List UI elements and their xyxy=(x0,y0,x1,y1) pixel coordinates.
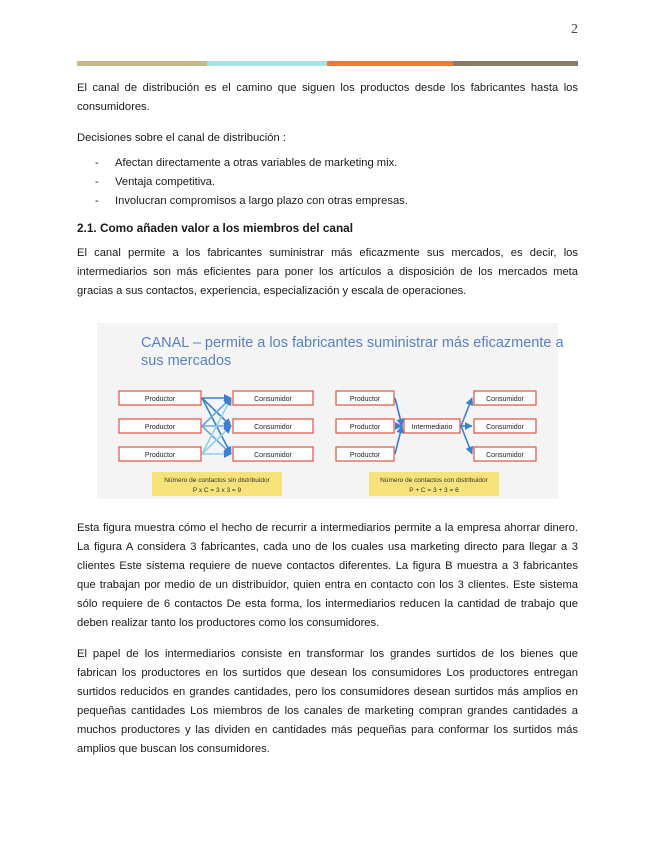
left-consumers xyxy=(233,391,313,461)
intermediary-label: Intermediario xyxy=(411,424,453,431)
producer-label: Productor xyxy=(144,424,176,431)
note-left-line2: P x C = 3 x 3 = 9 xyxy=(192,487,242,494)
right-producers xyxy=(336,391,394,461)
color-bar-segment-1 xyxy=(77,61,207,66)
list-item: - Afectan directamente a otras variables de marketing mix. xyxy=(77,154,578,173)
channel-figure xyxy=(77,323,578,499)
list-item: - Ventaja competitiva. xyxy=(77,173,578,192)
figure-explanation-paragraph: Esta figura muestra cómo el hecho de recurrir a intermediarios permite a la empresa ahorrar dinero. La figura A considera 3 fabricantes, cada uno de los cuales usa marketing directo para llegar a 3 clientes Este sistema requiere de nueve contactos diferentes. La figura B muestra a 3 fabricantes que trabajan por medio de un distribuidor, quien entra en contacto con los 3 clientes. Este sistema sólo requiere de 6 contactos De esta forma, los intermediarios reducen la cantidad de trabajo que deben realizar tanto los productores como los consumidores. xyxy=(77,522,578,629)
consumer-label: Consumidor xyxy=(486,452,524,459)
figure-title-line1: CANAL – permite a los fabricantes suministrar más eficazmente a xyxy=(141,335,564,351)
section-heading: 2.1. Como añaden valor a los miembros del canal xyxy=(77,221,354,235)
left-producers xyxy=(119,391,201,461)
header-color-bar xyxy=(77,61,578,66)
producer-label: Productor xyxy=(349,424,381,431)
decisions-list xyxy=(77,154,578,211)
page-number: 2 xyxy=(571,22,578,37)
consumer-label: Consumidor xyxy=(486,396,524,403)
color-bar-segment-4 xyxy=(453,61,578,66)
note-right-line1: Número de contactos con distribuidor xyxy=(380,477,488,484)
consumer-label: Consumidor xyxy=(254,452,292,459)
figure-title-line2: sus mercados xyxy=(141,353,232,369)
decisions-title: Decisiones sobre el canal de distribución : xyxy=(77,132,286,144)
consumer-label: Consumidor xyxy=(254,396,292,403)
producer-label: Productor xyxy=(349,396,381,403)
producer-label: Productor xyxy=(349,452,381,459)
consumer-label: Consumidor xyxy=(486,424,524,431)
color-bar-segment-2 xyxy=(207,61,327,66)
right-consumers xyxy=(474,391,536,461)
color-bar-segment-3 xyxy=(327,61,452,66)
document-body xyxy=(77,79,578,759)
note-left-line1: Número de contactos sin distribuidor xyxy=(164,477,270,484)
section-paragraph: El canal permite a los fabricantes suministrar más eficazmente sus mercados, es decir, los intermediarios son más eficientes para poner los artículos a disposición de los mercados meta gracias a sus contactos, experiencia, especialización y escala de operaciones. xyxy=(77,247,578,297)
intermediaries-role-paragraph: El papel de los intermediarios consiste en transformar los grandes surtidos de los bienes que fabrican los productores en los surtidos que desean los consumidores Los productores entregan surtidos reducidos en grandes cantidades, pero los consumidores desean surtidos más amplios en pequeñas cantidades Los miembros de los canales de marketing compran grandes cantidades a muchos productores y las dividen en cantidades más pequeñas para conformar los surtidos más amplios que buscan los consumidores. xyxy=(77,648,578,755)
intro-paragraph: El canal de distribución es el camino que siguen los productos desde los fabricantes hasta los consumidores. xyxy=(77,82,578,113)
channel-diagram xyxy=(77,323,578,499)
producer-label: Productor xyxy=(144,396,176,403)
note-right-line2: P + C = 3 + 3 = 6 xyxy=(409,487,459,494)
consumer-label: Consumidor xyxy=(254,424,292,431)
list-item: - Involucran compromisos a largo plazo con otras empresas. xyxy=(77,192,578,211)
producer-label: Productor xyxy=(144,452,176,459)
